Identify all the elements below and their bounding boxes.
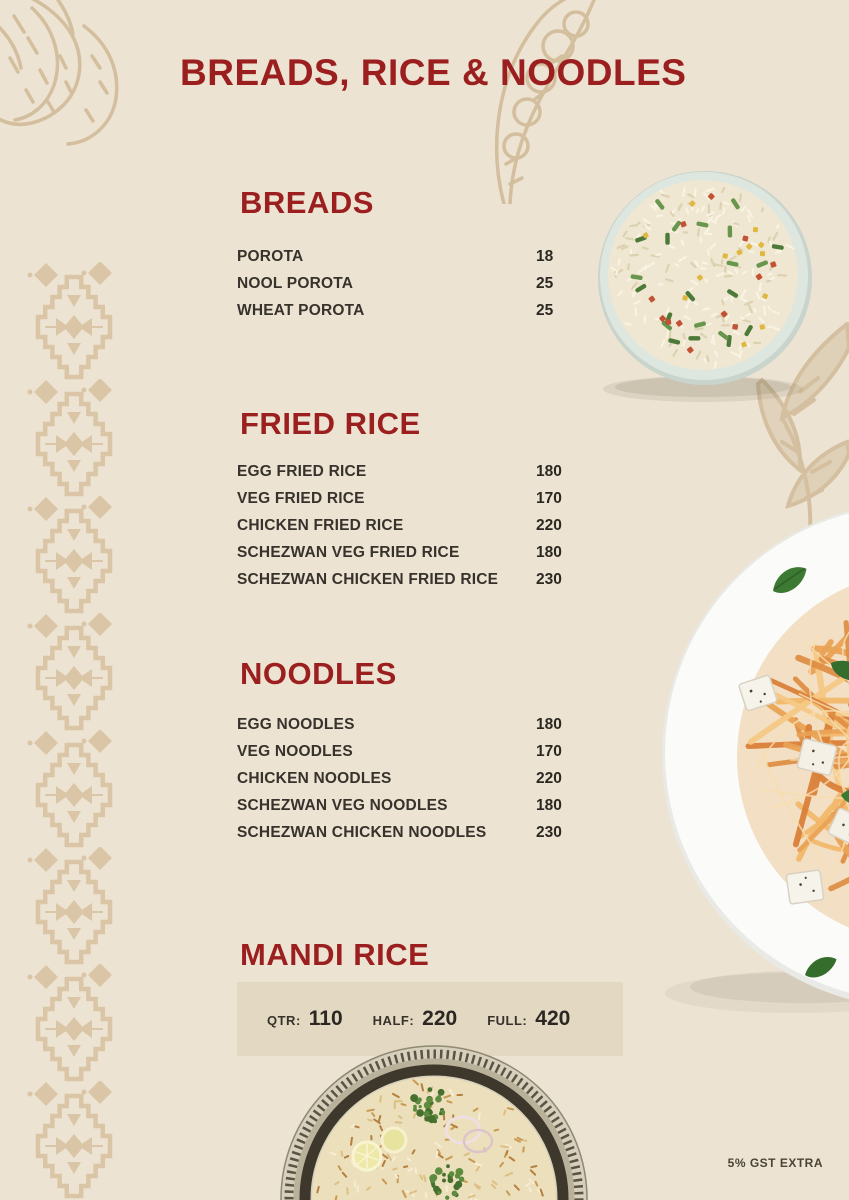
- mandi-platter-image: [270, 1040, 600, 1200]
- menu-item-row: [237, 566, 597, 593]
- gst-footnote: 5% GST EXTRA: [727, 1156, 823, 1170]
- item-name: NOOL POROTA: [237, 275, 354, 292]
- item-name: SCHEZWAN VEG FRIED RICE: [237, 544, 460, 561]
- ethnic-diamond-motif: [25, 730, 135, 848]
- item-name: SCHEZWAN CHICKEN NOODLES: [237, 824, 487, 841]
- item-price: 180: [536, 544, 562, 561]
- section-heading-fried-rice: FRIED RICE: [240, 406, 421, 441]
- ethnic-diamond-motif: [25, 496, 135, 614]
- section-heading-mandi-rice: MANDI RICE: [240, 937, 430, 972]
- page-title: BREADS, RICE & NOODLES: [180, 52, 687, 93]
- item-name: SCHEZWAN CHICKEN FRIED RICE: [237, 571, 499, 588]
- item-name: EGG FRIED RICE: [237, 463, 367, 480]
- menu-item-row: [237, 458, 597, 485]
- item-price: 180: [536, 716, 562, 733]
- menu-item-row: [237, 297, 597, 324]
- portion-half: [373, 1007, 458, 1031]
- ethnic-diamond-motif: [25, 379, 135, 497]
- menu-item-row: [237, 270, 597, 297]
- item-name: CHICKEN FRIED RICE: [237, 517, 404, 534]
- ethnic-diamond-pattern: [25, 0, 135, 1200]
- fried-rice-bowl-image: [585, 163, 823, 403]
- portion-price: 220: [422, 1007, 458, 1030]
- portion-price: 420: [535, 1007, 571, 1030]
- ethnic-diamond-motif: [25, 964, 135, 1082]
- portion-qtr: [267, 1007, 343, 1031]
- item-price: 220: [536, 770, 562, 787]
- item-price: 18: [536, 248, 554, 265]
- menu-item-row: [237, 738, 597, 765]
- section-heading-breads: BREADS: [240, 185, 374, 220]
- menu-item-row: [237, 539, 597, 566]
- item-price: 25: [536, 302, 554, 319]
- noodles-plate-image: [655, 495, 849, 1015]
- section-heading-noodles: NOODLES: [240, 656, 397, 691]
- noodles-list: [237, 711, 597, 846]
- portion-label: FULL:: [487, 1013, 528, 1028]
- item-price: 170: [536, 743, 562, 760]
- item-name: POROTA: [237, 248, 304, 265]
- item-name: VEG FRIED RICE: [237, 490, 365, 507]
- breads-list: [237, 243, 597, 324]
- item-name: VEG NOODLES: [237, 743, 353, 760]
- ethnic-diamond-motif: [25, 613, 135, 731]
- item-price: 220: [536, 517, 562, 534]
- menu-item-row: [237, 512, 597, 539]
- item-price: 170: [536, 490, 562, 507]
- item-price: 180: [536, 797, 562, 814]
- item-name: SCHEZWAN VEG NOODLES: [237, 797, 448, 814]
- ethnic-diamond-motif: [25, 1081, 135, 1199]
- portion-full: [487, 1007, 570, 1031]
- item-price: 230: [536, 824, 562, 841]
- menu-item-row: [237, 819, 597, 846]
- ethnic-diamond-motif: [25, 847, 135, 965]
- item-price: 230: [536, 571, 562, 588]
- menu-item-row: [237, 792, 597, 819]
- menu-item-row: [237, 765, 597, 792]
- fried-rice-list: [237, 458, 597, 593]
- portion-label: QTR:: [267, 1013, 301, 1028]
- menu-item-row: [237, 485, 597, 512]
- menu-item-row: [237, 243, 597, 270]
- item-price: 25: [536, 275, 554, 292]
- item-name: CHICKEN NOODLES: [237, 770, 392, 787]
- item-name: EGG NOODLES: [237, 716, 355, 733]
- portion-price: 110: [308, 1007, 343, 1030]
- item-name: WHEAT POROTA: [237, 302, 365, 319]
- garlic-sketch-icon: [0, 0, 148, 181]
- item-price: 180: [536, 463, 562, 480]
- portion-label: HALF:: [372, 1013, 415, 1028]
- ethnic-diamond-motif: [25, 262, 135, 380]
- menu-item-row: [237, 711, 597, 738]
